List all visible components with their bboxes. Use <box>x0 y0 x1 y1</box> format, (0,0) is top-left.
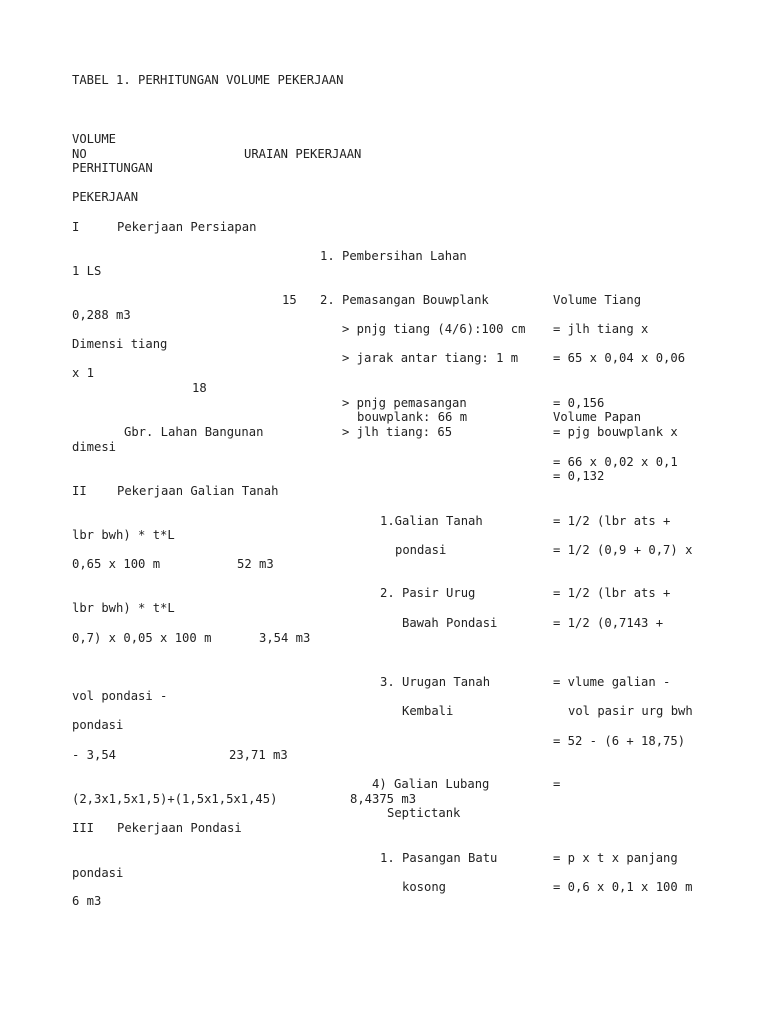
s2-calc1a: = 1/2 (lbr ats + <box>553 514 671 528</box>
s1-volume-0288: 0,288 m3 <box>72 308 131 322</box>
s1-calc-65: = 65 x 0,04 x 0,06 <box>553 351 686 365</box>
s2-volpondasi: vol pondasi - <box>72 689 168 703</box>
s1-calc-0156: = 0,156 <box>553 396 605 410</box>
s2-lbr2: lbr bwh) * t*L <box>72 601 175 615</box>
s1-pnjg-tiang: > pnjg tiang (4/6):100 cm <box>342 322 526 336</box>
document-title: TABEL 1. PERHITUNGAN VOLUME PEKERJAAN <box>72 73 344 87</box>
s2-res4: (2,3x1,5x1,5)+(1,5x1,5x1,45) <box>72 792 278 806</box>
header-pekerjaan: PEKERJAAN <box>72 190 139 204</box>
s1-calc-jlh-tiang: = jlh tiang x <box>553 322 649 336</box>
s2-vol2: 3,54 m3 <box>259 631 311 645</box>
s3-pondasi: pondasi <box>72 866 124 880</box>
s1-calc-0132: = 0,132 <box>553 469 605 483</box>
s2-calc1b: = 1/2 (0,9 + 0,7) x <box>553 543 693 557</box>
section-3-roman: III <box>72 821 95 835</box>
section-3-title: Pekerjaan Pondasi <box>117 821 242 835</box>
s2-calc3a: = vlume galian - <box>553 675 671 689</box>
s1-calc-66: = 66 x 0,02 x 0,1 <box>553 455 678 469</box>
section-1-title: Pekerjaan Persiapan <box>117 220 257 234</box>
s2-res1: 0,65 x 100 m <box>72 557 161 571</box>
s1-item1-volume: 1 LS <box>72 264 102 278</box>
s1-pnjg-pemasangan: > pnjg pemasangan <box>342 396 467 410</box>
s3-vol1: 6 m3 <box>72 894 102 908</box>
s1-num-18: 18 <box>192 381 207 395</box>
header-volume: VOLUME <box>72 132 117 146</box>
s2-item4-septictank: Septictank <box>387 806 461 820</box>
s2-res3: - 3,54 <box>72 748 117 762</box>
s2-item3-kembali: Kembali <box>402 704 454 718</box>
s1-item2: 2. Pemasangan Bouwplank <box>320 293 489 307</box>
section-2-title: Pekerjaan Galian Tanah <box>117 484 279 498</box>
s2-calc4a: = <box>553 777 561 791</box>
s2-calc2a: = 1/2 (lbr ats + <box>553 586 671 600</box>
s2-calc2b: = 1/2 (0,7143 + <box>553 616 664 630</box>
s2-res2: 0,7) x 0,05 x 100 m <box>72 631 212 645</box>
s2-item3-urugan: 3. Urugan Tanah <box>380 675 491 689</box>
s1-bouwplank-66: bouwplank: 66 m <box>357 410 468 424</box>
header-uraian: URAIAN PEKERJAAN <box>244 147 362 161</box>
s2-calc3b: vol pasir urg bwh <box>568 704 693 718</box>
s1-dimensi-tiang: Dimensi tiang <box>72 337 168 351</box>
s2-item2-pasir: 2. Pasir Urug <box>380 586 476 600</box>
s2-vol3: 23,71 m3 <box>229 748 288 762</box>
s1-jarak: > jarak antar tiang: 1 m <box>342 351 519 365</box>
s3-item1-kosong: kosong <box>402 880 447 894</box>
s1-num-15: 15 <box>282 293 297 307</box>
section-1-roman: I <box>72 220 80 234</box>
s2-pondasi: pondasi <box>72 718 124 732</box>
s2-item2-bawah: Bawah Pondasi <box>402 616 498 630</box>
s1-item1: 1. Pembersihan Lahan <box>320 249 467 263</box>
s1-volume-tiang-label: Volume Tiang <box>553 293 642 307</box>
s1-jlh-tiang: > jlh tiang: 65 <box>342 425 453 439</box>
s2-item1-pondasi: pondasi <box>395 543 447 557</box>
s3-item1-pasangan: 1. Pasangan Batu <box>380 851 498 865</box>
s1-x1: x 1 <box>72 366 95 380</box>
section-2-roman: II <box>72 484 87 498</box>
s1-volume-papan-label: Volume Papan <box>553 410 642 424</box>
s2-vol1: 52 m3 <box>237 557 274 571</box>
s1-calc-pjg: = pjg bouwplank x <box>553 425 678 439</box>
s3-calc1a: = p x t x panjang <box>553 851 678 865</box>
s2-calc3c: = 52 - (6 + 18,75) <box>553 734 686 748</box>
s1-gbr-lahan: Gbr. Lahan Bangunan <box>124 425 264 439</box>
header-no: NO <box>72 147 87 161</box>
s3-calc1b: = 0,6 x 0,1 x 100 m <box>553 880 693 894</box>
header-perhitungan: PERHITUNGAN <box>72 161 153 175</box>
s2-item1-galian: 1.Galian Tanah <box>380 514 483 528</box>
s2-item4-galian-lubang: 4) Galian Lubang <box>372 777 490 791</box>
s2-lbr1: lbr bwh) * t*L <box>72 528 175 542</box>
s1-dimesi: dimesi <box>72 440 117 454</box>
s2-vol4: 8,4375 m3 <box>350 792 417 806</box>
